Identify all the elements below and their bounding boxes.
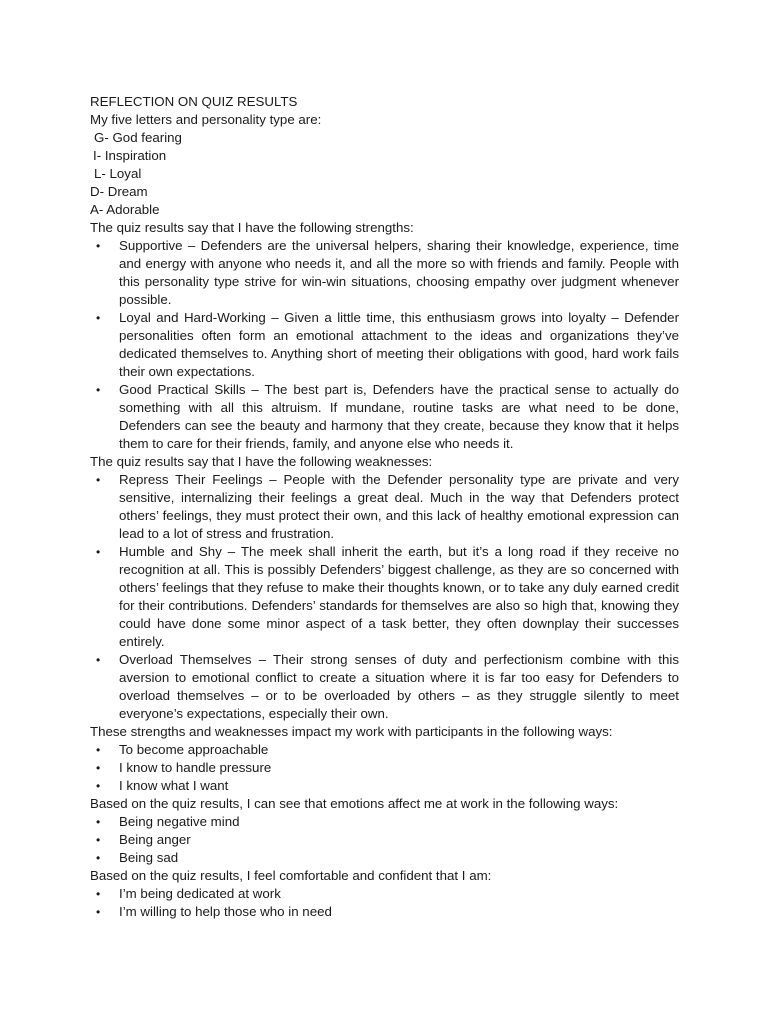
list-item	[90, 651, 679, 723]
list-item-text: Being negative mind	[119, 814, 240, 829]
bullet-icon: •	[96, 887, 101, 901]
letter-line-l: L- Loyal	[94, 166, 142, 181]
list-item-text: Repress Their Feelings – People with the Defender personality type are private and very sensitive, internalizing their feelings a great deal. Much in the way that Defenders protect others’ feelings, they must protect their own, and this lack of healthy emotional expression can lead to a lot of stress and frustration.	[119, 472, 679, 541]
list-item	[90, 813, 679, 831]
impact-list	[90, 741, 679, 795]
list-item	[90, 885, 679, 903]
list-item	[90, 849, 679, 867]
list-item-text: Overload Themselves – Their strong senses of duty and perfectionism combine with this aversion to emotional conflict to create a situation where it is far too easy for Defenders to overload themselves – or to be overloaded by others – as they struggle silently to meet everyone’s expectations, especially their own.	[119, 652, 679, 721]
bullet-icon: •	[96, 905, 101, 919]
list-item-text: Being anger	[119, 832, 191, 847]
list-item	[90, 903, 679, 921]
bullet-icon: •	[96, 311, 101, 325]
bullet-icon: •	[96, 473, 101, 487]
bullet-icon: •	[96, 653, 101, 667]
list-item	[90, 543, 679, 651]
bullet-icon: •	[96, 815, 101, 829]
letter-line-g: G- God fearing	[94, 130, 182, 145]
list-item-text: Being sad	[119, 850, 179, 865]
list-item	[90, 759, 679, 777]
list-item-text: To become approachable	[119, 742, 269, 757]
letter-line-a: A- Adorable	[90, 202, 160, 217]
list-item	[90, 237, 679, 309]
list-item	[90, 741, 679, 759]
document-page	[90, 93, 679, 921]
impact-intro: These strengths and weaknesses impact my work with participants in the following ways:	[90, 724, 613, 739]
list-item	[90, 381, 679, 453]
list-item-text: Good Practical Skills – The best part is, Defenders have the practical sense to actually do something with all this altruism. If mundane, routine tasks are what need to be done, Defenders can see the beauty and harmony that they create, because they know that it helps them to care for their friends, family, and anyone else who needs it.	[119, 382, 679, 451]
bullet-icon: •	[96, 545, 101, 559]
letter-line-d: D- Dream	[90, 184, 148, 199]
confident-intro: Based on the quiz results, I feel comfortable and confident that I am:	[90, 868, 492, 883]
bullet-icon: •	[96, 779, 101, 793]
weaknesses-list	[90, 471, 679, 723]
list-item-text: Humble and Shy – The meek shall inherit the earth, but it’s a long road if they receive no recognition at all. This is possibly Defenders’ biggest challenge, as they are so concerned with others’ feelings that they refuse to make their thoughts known, or to take any duly earned credit for their contributions. Defenders’ standards for themselves are also so high that, knowing they could have done some minor aspect of a task better, they often downplay their successes entirely.	[119, 544, 679, 649]
list-item-text: I’m being dedicated at work	[119, 886, 281, 901]
list-item-text: I know to handle pressure	[119, 760, 272, 775]
list-item-text: I know what I want	[119, 778, 229, 793]
bullet-icon: •	[96, 383, 101, 397]
list-item-text: Supportive – Defenders are the universal helpers, sharing their knowledge, experience, time and energy with anyone who needs it, and all the more so with friends and family. People with this personality type strive for win-win situations, choosing empathy over judgment whenever possible.	[119, 238, 679, 307]
list-item	[90, 309, 679, 381]
list-item	[90, 831, 679, 849]
letter-line-i: I- Inspiration	[93, 148, 167, 163]
bullet-icon: •	[96, 851, 101, 865]
intro-text: My five letters and personality type are:	[90, 112, 322, 127]
emotions-intro: Based on the quiz results, I can see that emotions affect me at work in the following ways:	[90, 796, 619, 811]
bullet-icon: •	[96, 239, 101, 253]
bullet-icon: •	[96, 833, 101, 847]
bullet-icon: •	[96, 743, 101, 757]
confident-list	[90, 885, 679, 921]
bullet-icon: •	[96, 761, 101, 775]
emotions-list	[90, 813, 679, 867]
document-title: REFLECTION ON QUIZ RESULTS	[90, 94, 298, 109]
strengths-intro: The quiz results say that I have the following strengths:	[90, 220, 414, 235]
list-item-text: Loyal and Hard-Working – Given a little time, this enthusiasm grows into loyalty – Defender personalities often form an emotional attachment to the ideas and organizations they’ve dedicated themselves to. Anything short of meeting their obligations with good, hard work fails their own expectations.	[119, 310, 679, 379]
list-item	[90, 471, 679, 543]
strengths-list	[90, 237, 679, 453]
weaknesses-intro: The quiz results say that I have the following weaknesses:	[90, 454, 433, 469]
list-item-text: I’m willing to help those who in need	[119, 904, 332, 919]
list-item	[90, 777, 679, 795]
